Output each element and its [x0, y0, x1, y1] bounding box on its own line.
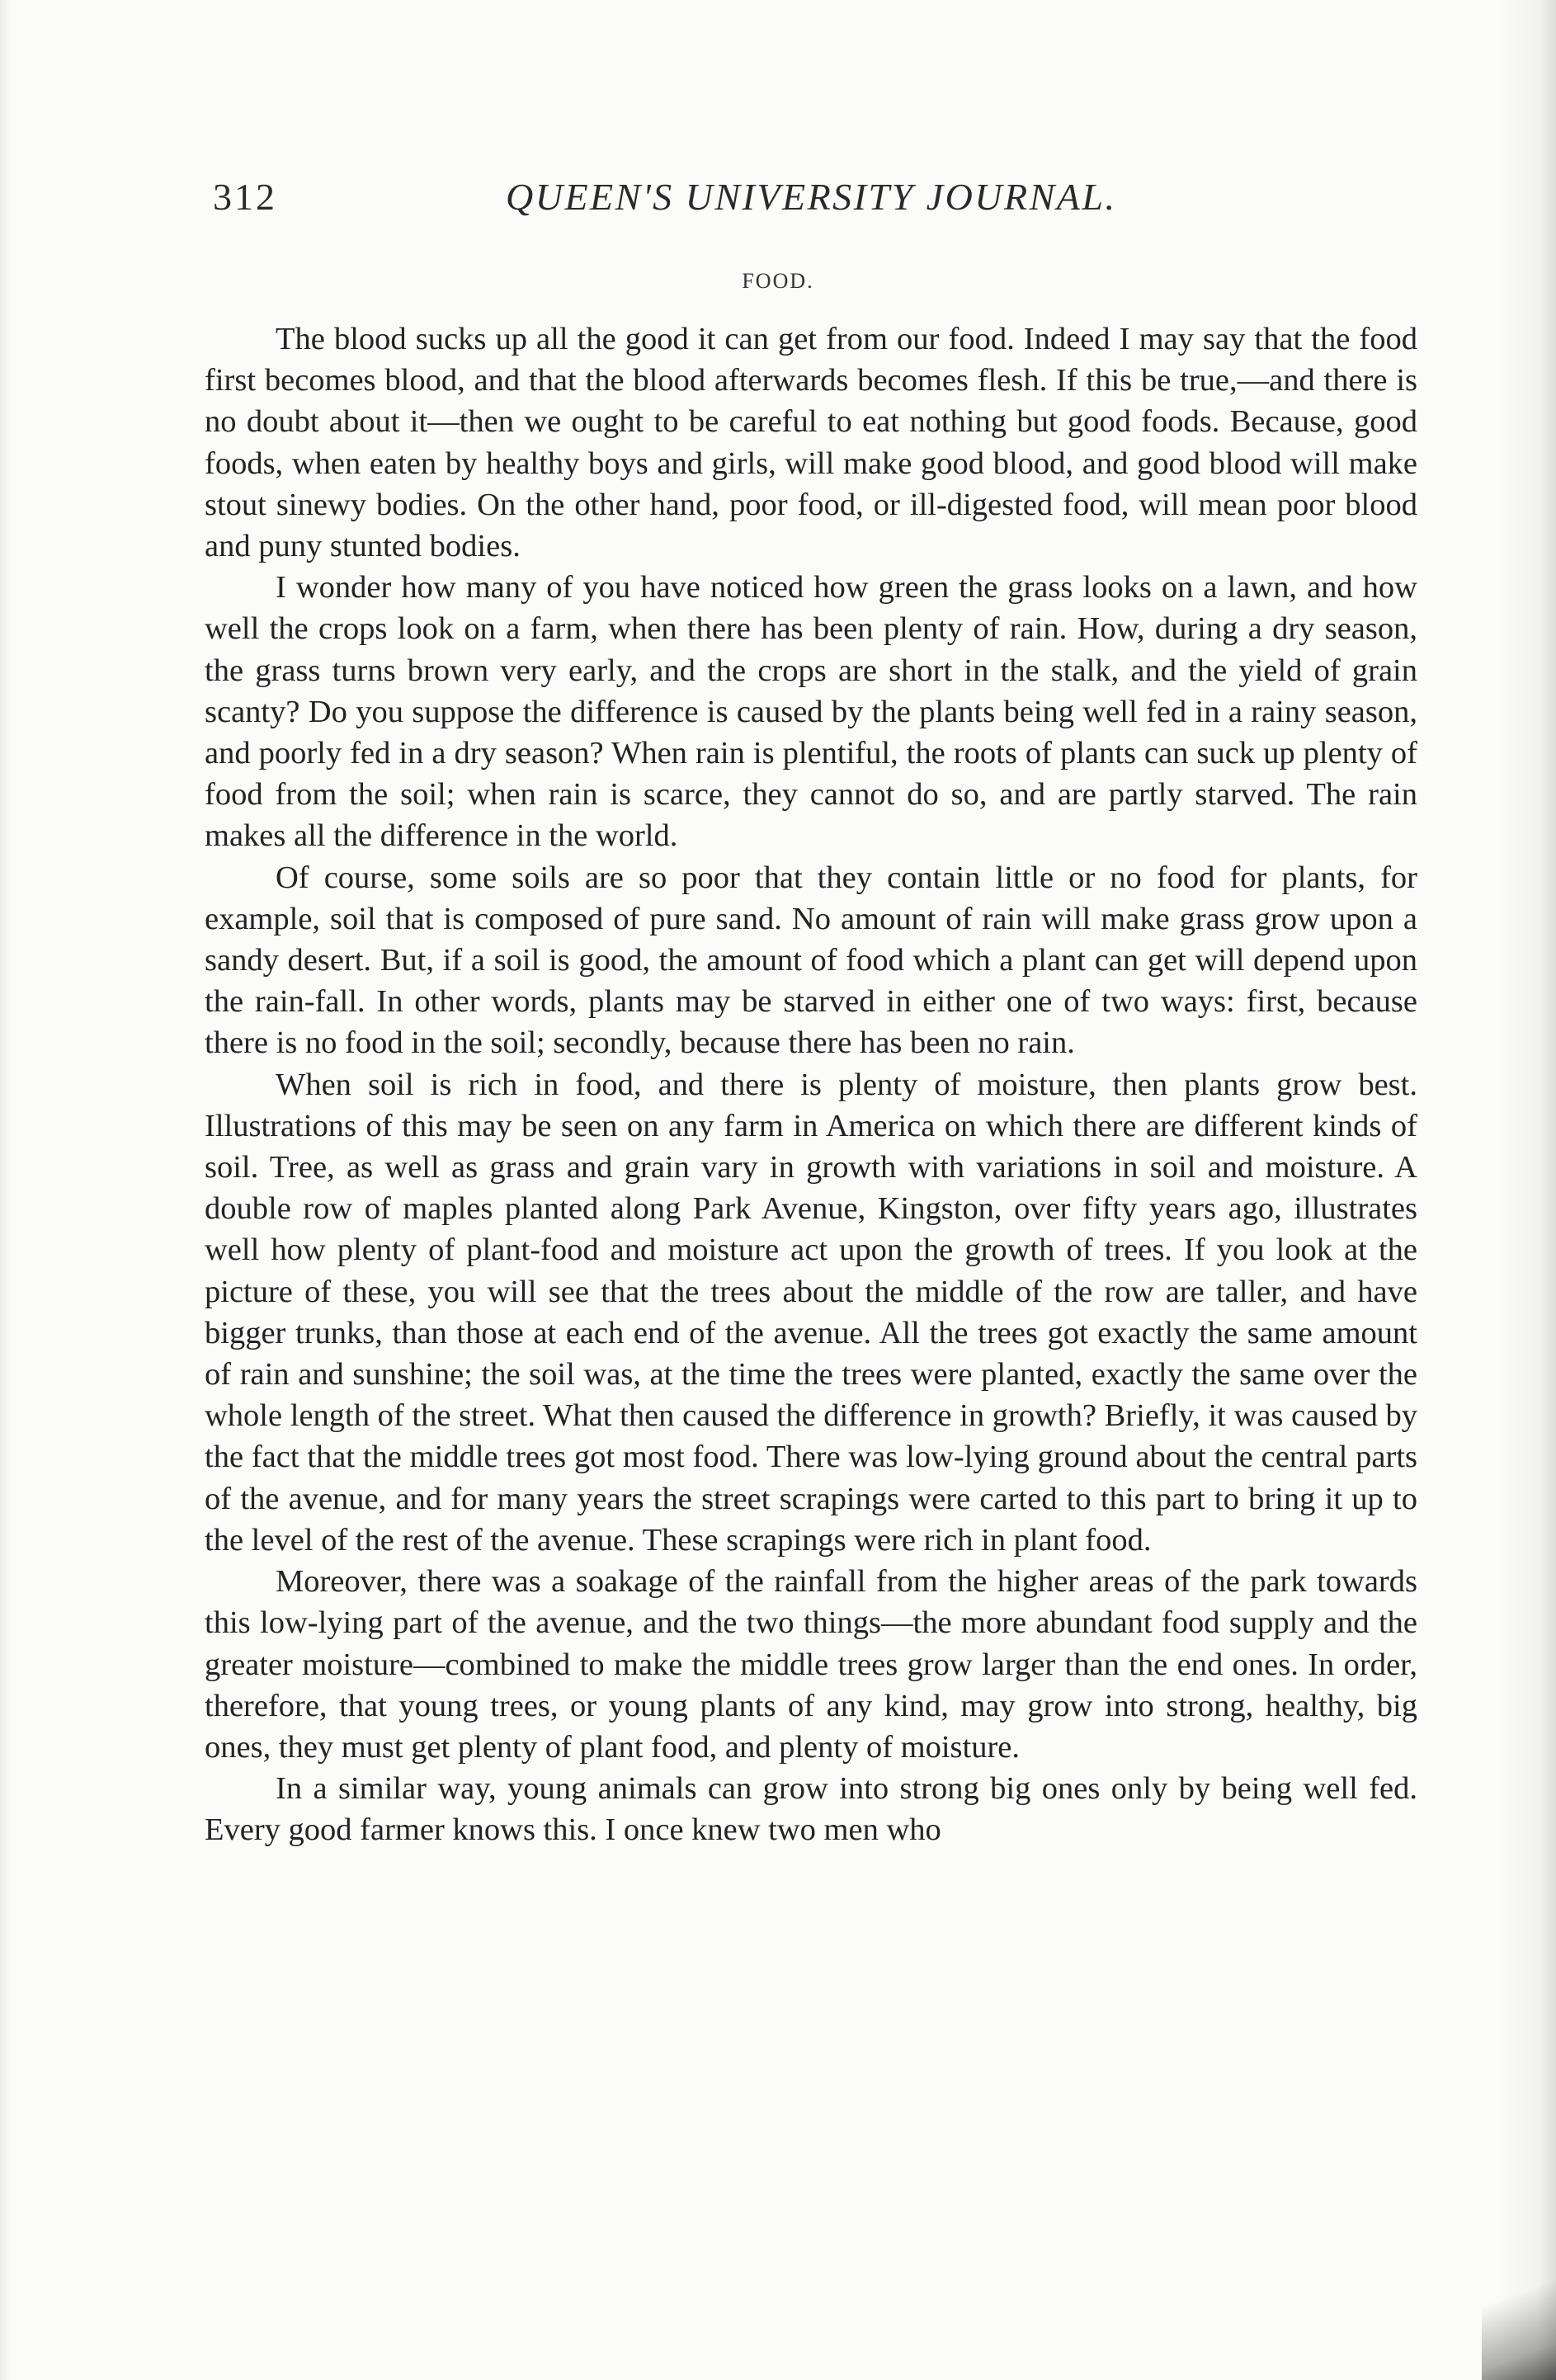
page-number: 312 [213, 176, 277, 218]
section-title: FOOD. [742, 269, 814, 293]
paragraph: I wonder how many of you have noticed how green the grass looks on a lawn, and how well the crops look on a farm, when there has been plenty of rain. How, during a dry season, the grass turns brown very early, and the crops are short in the stalk, and the yield of grain scanty? Do you suppose the difference is caused by the plants being well fed in a rainy season, and poorly fed in a dry season? When rain is plentiful, the roots of plants can suck up plenty of food from the soil; when rain is scarce, they cannot do so, and are partly starved. The rain makes all the difference in the world. [205, 570, 1417, 854]
article-body [205, 318, 1417, 1851]
paragraph: In a similar way, young animals can grow into strong big ones only by being well fed. Every good farmer knows this. I once knew two men who [205, 1771, 1417, 1848]
journal-title: QUEEN'S UNIVERSITY JOURNAL. [506, 176, 1117, 218]
paragraph: Of course, some soils are so poor that they contain little or no food for plants, for example, soil that is composed of pure sand. No amount of rain will make grass grow upon a sandy desert. But, if a soil is good, the amount of food which a plant can get will depend upon the rain-fall. In other words, plants may be starved in either one of two ways: first, because there is no food in the soil; secondly, because there has been no rain. [205, 860, 1417, 1061]
paragraph: The blood sucks up all the good it can get from our food. Indeed I may say that the food first becomes blood, and that the blood afterwards becomes flesh. If this be true,—and there is no doubt about it—then we ought to be careful to eat nothing but good foods. Because, good foods, when eaten by healthy boys and girls, will make good blood, and good blood will make stout sinewy bodies. On the other hand, poor food, or ill-digested food, will mean poor blood and puny stunted bodies. [205, 322, 1417, 564]
page-right-edge-shadow [1498, 0, 1556, 2380]
paragraph: When soil is rich in food, and there is plenty of moisture, then plants grow best. Illustrations of this may be seen on any farm in America on which there are different kinds of soil. Tree, as well as grass and grain vary in growth with variations in soil and moisture. A double row of maples planted along Park Avenue, Kingston, over fifty years ago, illustrates well how plenty of plant-food and moisture act upon the growth of trees. If you look at the picture of these, you will see that the trees about the middle of the row are taller, and have bigger trunks, than those at each end of the avenue. All the trees got exactly the same amount of rain and sunshine; the soil was, at the time the trees were planted, exactly the same over the whole length of the street. What then caused the difference in growth? Briefly, it was caused by the fact that the middle trees got most food. There was low-lying ground about the central parts of the avenue, and for many years the street scrapings were carted to this part to bring it up to the level of the rest of the avenue. These scrapings were rich in plant food. [205, 1067, 1417, 1558]
running-header [213, 175, 1409, 233]
paragraph: Moreover, there was a soakage of the rainfall from the higher areas of the park towards this low-lying part of the avenue, and the two things—the more abundant food supply and the greater moisture—combined to make the middle trees grow larger than the end ones. In order, therefore, that young trees, or young plants of any kind, may grow into strong, healthy, big ones, they must get plenty of plant food, and plenty of moisture. [205, 1564, 1417, 1765]
page-corner-fold [1482, 2223, 1556, 2380]
page-left-edge [0, 0, 12, 2380]
